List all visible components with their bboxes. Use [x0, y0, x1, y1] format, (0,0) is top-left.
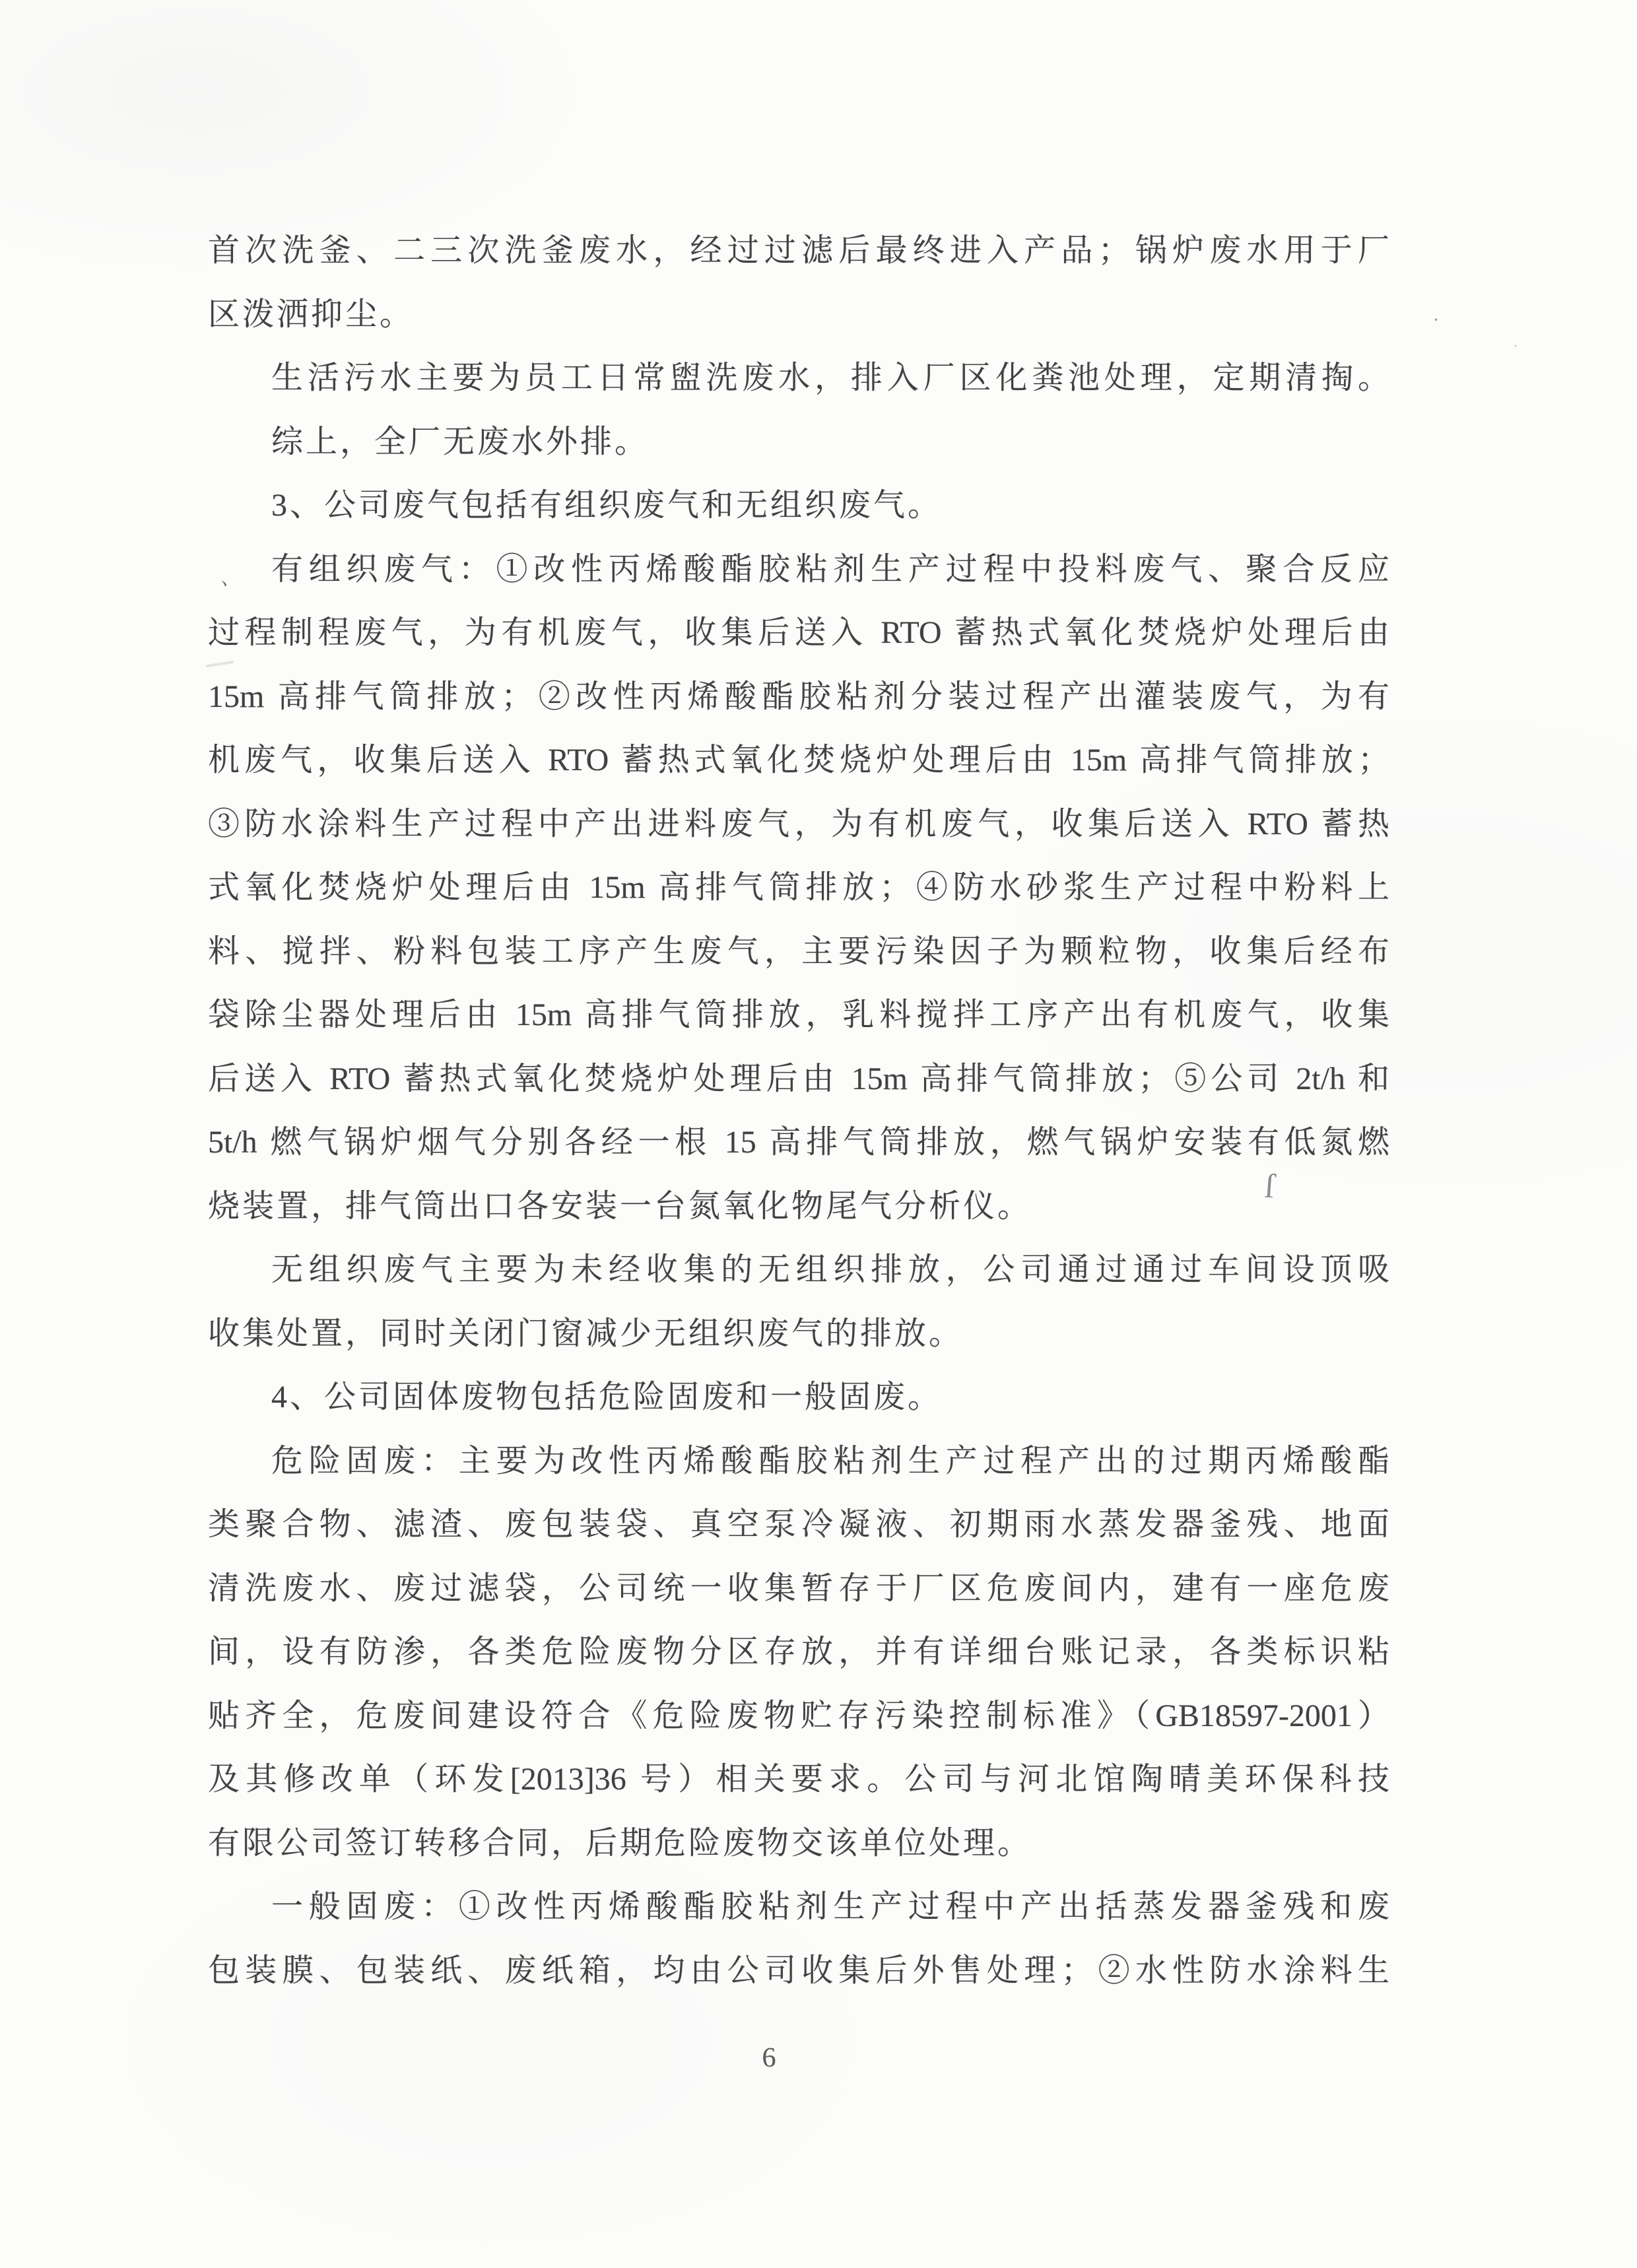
text-line: 无组织废气主要为未经收集的无组织排放，公司通过通过车间设顶吸 [271, 1252, 1389, 1287]
text-line: 有限公司签订转移合同，后期危险废物交该单位处理。 [208, 1825, 1032, 1861]
text-line: 烧装置，排气筒出口各安装一台氮氧化物尾气分析仪。 [208, 1188, 1032, 1224]
text-line: 15m 高排气筒排放；②改性丙烯酸酯胶粘剂分装过程产出灌装废气，为有 [208, 679, 1389, 714]
text-line: 生活污水主要为员工日常盥洗废水，排入厂区化粪池处理，定期清掏。 [271, 360, 1389, 395]
text-line: 4、公司固体废物包括危险固废和一般固废。 [271, 1380, 943, 1415]
text-line: 过程制程废气，为有机废气，收集后送入 RTO 蓄热式氧化焚烧炉处理后由 [208, 615, 1389, 650]
text-line: 料、搅拌、粉料包装工序产生废气，主要污染因子为颗粒物，收集后经布 [208, 933, 1389, 969]
scan-artifact-mark: ſ [1263, 1167, 1276, 1206]
text-line: 3、公司废气包括有组织废气和无组织废气。 [271, 488, 943, 523]
text-line: 清洗废水、废过滤袋，公司统一收集暂存于厂区危废间内，建有一座危废 [208, 1570, 1389, 1606]
text-line: 包装膜、包装纸、废纸箱，均由公司收集后外售处理；②水性防水涂料生 [208, 1952, 1389, 1988]
page-number: 6 [762, 2043, 776, 2073]
text-line: 类聚合物、滤渣、废包装袋、真空泵冷凝液、初期雨水蒸发器釜残、地面 [208, 1507, 1389, 1542]
text-line: ③防水涂料生产过程中产出进料废气，为有机废气，收集后送入 RTO 蓄热 [208, 806, 1389, 842]
text-line: 机废气，收集后送入 RTO 蓄热式氧化焚烧炉处理后由 15m 高排气筒排放； [208, 743, 1389, 778]
text-line: 贴齐全，危废间建设符合《危险废物贮存污染控制标准》（GB18597-2001） [208, 1698, 1389, 1733]
scan-artifact-mark: · [1426, 309, 1446, 331]
text-line: 区泼洒抑尘。 [208, 296, 415, 332]
text-line: 首次洗釜、二三次洗釜废水，经过过滤后最终进入产品；锅炉废水用于厂 [208, 233, 1389, 268]
text-line: 收集处置，同时关闭门窗减少无组织废气的排放。 [208, 1316, 964, 1351]
text-line: 一般固废：①改性丙烯酸酯胶粘剂生产过程中产出括蒸发器釜残和废 [271, 1889, 1389, 1924]
text-line: 式氧化焚烧炉处理后由 15m 高排气筒排放；④防水砂浆生产过程中粉料上 [208, 870, 1389, 905]
text-line: 有组织废气：①改性丙烯酸酯胶粘剂生产过程中投料废气、聚合反应 [271, 551, 1389, 587]
text-line: 5t/h 燃气锅炉烟气分别各经一根 15 高排气筒排放，燃气锅炉安装有低氮燃 [208, 1125, 1389, 1160]
scan-artifact-mark: · [1513, 338, 1518, 355]
text-line: 危险固废：主要为改性丙烯酸酯胶粘剂生产过程产出的过期丙烯酸酯 [271, 1443, 1389, 1479]
text-line: 及其修改单（环发[2013]36 号）相关要求。公司与河北馆陶晴美环保科技 [208, 1762, 1389, 1797]
text-line: 后送入 RTO 蓄热式氧化焚烧炉处理后由 15m 高排气筒排放；⑤公司 2t/h 和 [208, 1061, 1389, 1096]
text-line: 间，设有防渗，各类危险废物分区存放，并有详细台账记录，各类标识粘 [208, 1634, 1389, 1669]
text-line: 袋除尘器处理后由 15m 高排气筒排放，乳料搅拌工序产出有机废气，收集 [208, 997, 1389, 1032]
document-body [208, 219, 1389, 2003]
text-line: 综上，全厂无废水外排。 [271, 424, 650, 459]
scan-artifact-mark: 、 [220, 567, 243, 591]
